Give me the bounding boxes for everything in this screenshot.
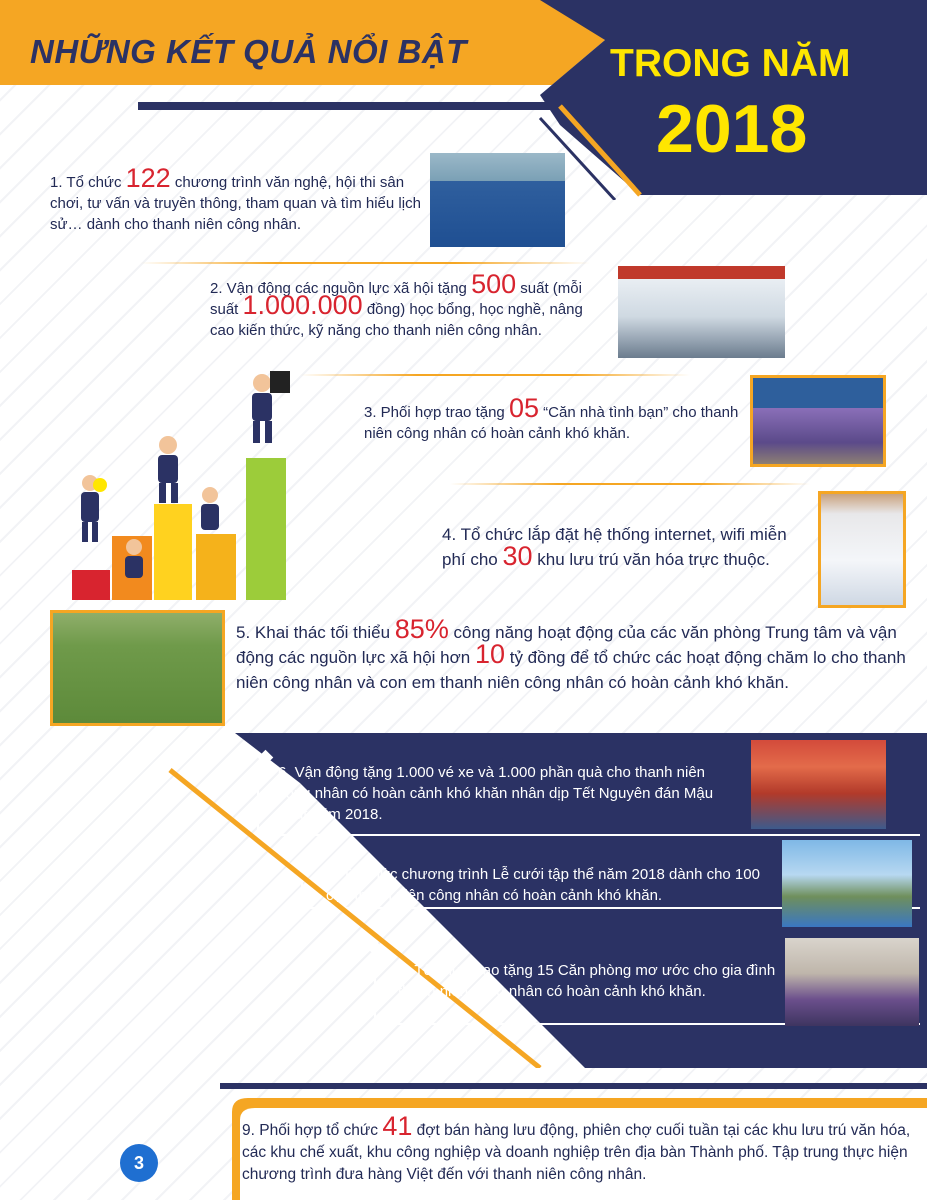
divider-line <box>450 483 810 485</box>
highlight-number: 41 <box>382 1111 413 1141</box>
achievement-item-5: 5. Khai thác tối thiểu 85% công năng hoạt động của các văn phòng Trung tâm và vận động các nguồn lực xã hội hơn 10 tỷ đồng để tổ chức các hoạt động chăm lo cho thanh niên công nhân và con em thanh niên công nhân có hoàn cảnh khó khăn. <box>236 614 906 692</box>
highlight-number: 1.000.000 <box>242 290 363 320</box>
photo-scholarship-ceremony <box>618 266 785 358</box>
header-title-left: NHỮNG KẾT QUẢ NỔI BẬT <box>30 33 467 70</box>
photo-wifi-phone <box>818 491 906 608</box>
divider-line <box>300 374 690 376</box>
photo-football-match <box>50 610 225 726</box>
photo-mass-wedding <box>782 840 912 927</box>
photo-dream-room <box>785 938 919 1026</box>
achievement-item-1: 1. Tổ chức 122 chương trình văn nghệ, hội thi sân chơi, tư vấn và truyền thông, tham quan và tìm hiểu lịch sử… dành cho thanh niên công nhân. <box>50 163 421 233</box>
highlight-number: 85% <box>394 614 449 644</box>
achievement-item-2: 2. Vận động các nguồn lực xã hội tặng 500 suất (mỗi suất 1.000.000 đồng) học bổng, học nghề, nâng cao kiến thức, kỹ năng cho thanh niên công nhân. <box>210 269 583 339</box>
photo-house-donation <box>750 375 886 467</box>
achievement-item-9: 9. Phối hợp tổ chức 41 đợt bán hàng lưu động, phiên chợ cuối tuần tại các khu lưu trú văn hóa, các khu chế xuất, khu công nghiệp và doanh nghiệp trên địa bàn Thành phố. Tập trung thực hiện chương trình đưa hàng Việt đến với thanh niên công nhân. <box>242 1111 911 1183</box>
growth-illustration <box>60 365 300 600</box>
achievement-item-7: 7. Tổ chức chương trình Lễ cưới tập thể năm 2018 dành cho 100 cặp thanh niên công nhân có hoàn cảnh khó khăn. <box>326 866 760 904</box>
divider-line <box>140 262 590 264</box>
photo-youth-event <box>430 153 565 247</box>
photo-tet-gifts <box>751 740 886 829</box>
header-title-right-year: 2018 <box>656 91 808 167</box>
highlight-number: 05 <box>508 393 539 423</box>
page-number-badge: 3 <box>120 1144 158 1182</box>
highlight-number: 122 <box>125 163 171 193</box>
achievement-item-8: 8. Tổ chức trao tặng 15 Căn phòng mơ ước cho gia đình thanh niên công nhân có hoàn cảnh khó khăn. <box>398 962 776 1000</box>
header-title-right-line1: TRONG NĂM <box>610 42 851 85</box>
achievement-item-4: 4. Tổ chức lắp đặt hệ thống internet, wifi miễn phí cho 30 khu lưu trú văn hóa trực thuộc. <box>442 525 787 571</box>
highlight-number: 30 <box>502 541 533 571</box>
achievement-item-6: 6. Vận động tặng 1.000 vé xe và 1.000 phần quà cho thanh niên công nhân có hoàn cảnh khó khăn nhân dịp Tết Nguyên đán Mậu Tuất năm 2018. <box>278 764 714 823</box>
highlight-number: 500 <box>471 269 517 299</box>
achievement-item-3: 3. Phối hợp trao tặng 05 “Căn nhà tình bạn” cho thanh niên công nhân có hoàn cảnh khó khăn. <box>364 393 739 442</box>
highlight-number: 10 <box>474 639 506 669</box>
